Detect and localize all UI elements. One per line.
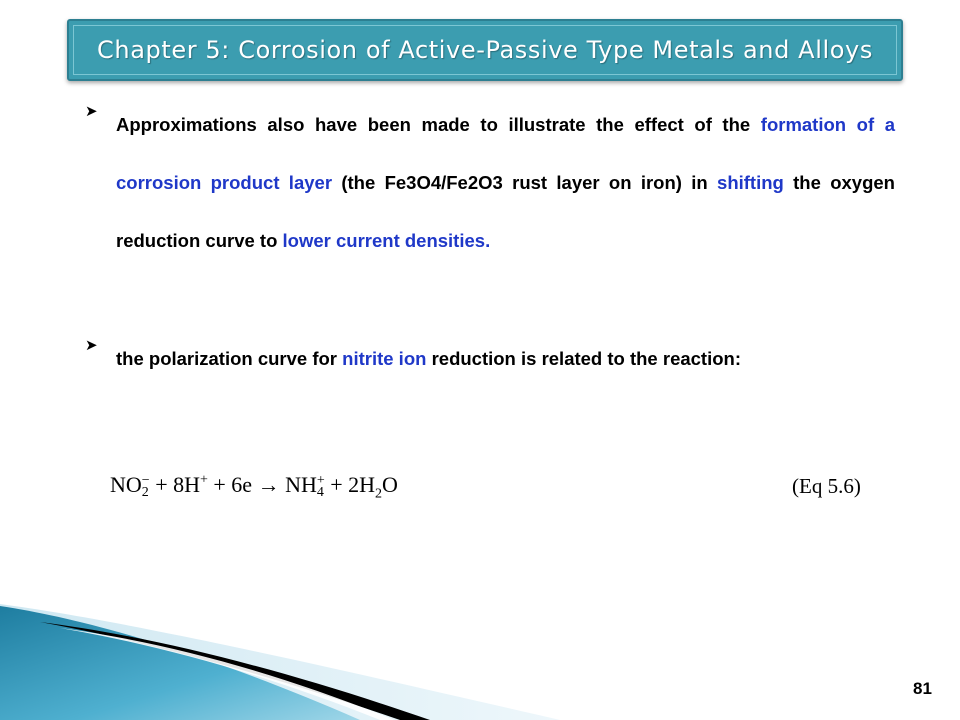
equation-label: (Eq 5.6) bbox=[792, 474, 861, 498]
eq-term: NH bbox=[279, 472, 317, 497]
title-inner-frame bbox=[73, 25, 897, 75]
reaction-equation bbox=[110, 472, 398, 502]
eq-term: + 8H bbox=[149, 472, 200, 497]
eq-sup: + bbox=[199, 472, 208, 488]
reaction-arrow-icon: → bbox=[257, 472, 280, 497]
eq-term: NO bbox=[110, 472, 142, 497]
arrowhead-bullet-icon: ➤ bbox=[85, 337, 98, 354]
highlight-segment: lower current densities. bbox=[282, 230, 491, 251]
highlight-segment: formation of a corrosion product layer bbox=[116, 114, 895, 193]
highlight-segment: nitrite ion bbox=[342, 348, 427, 369]
bullet-paragraph-1 bbox=[116, 96, 895, 270]
eq-sub: 2 bbox=[375, 486, 383, 502]
text-segment: the polarization curve for bbox=[116, 348, 343, 369]
eq-term: + 6e bbox=[207, 472, 258, 497]
bullet-paragraph-2 bbox=[116, 330, 895, 388]
slide-title-bar bbox=[67, 19, 903, 81]
eq-sup: − bbox=[141, 472, 150, 488]
bullet-item-2 bbox=[85, 330, 895, 388]
eq-term: + 2H bbox=[324, 472, 376, 497]
highlight-segment: shifting bbox=[717, 172, 784, 193]
text-segment: Approximations also have been made to illustrate the effect of the bbox=[116, 114, 761, 135]
slide-title: Chapter 5: Corrosion of Active-Passive Type Metals and Alloys bbox=[97, 36, 873, 64]
eq-sup: + bbox=[316, 472, 325, 488]
eq-term: O bbox=[382, 472, 398, 497]
text-segment: (the Fe3O4/Fe2O3 rust layer on iron) in bbox=[332, 172, 718, 193]
page-number: 81 bbox=[913, 679, 932, 698]
eq-sub: 2 bbox=[141, 484, 149, 500]
arrowhead-bullet-icon: ➤ bbox=[85, 103, 98, 120]
text-segment: reduction is related to the reaction: bbox=[426, 348, 741, 369]
eq-sub: 4 bbox=[316, 484, 324, 500]
text-segment: the oxygen reduction curve to bbox=[116, 172, 895, 251]
bullet-item-1 bbox=[85, 96, 895, 270]
